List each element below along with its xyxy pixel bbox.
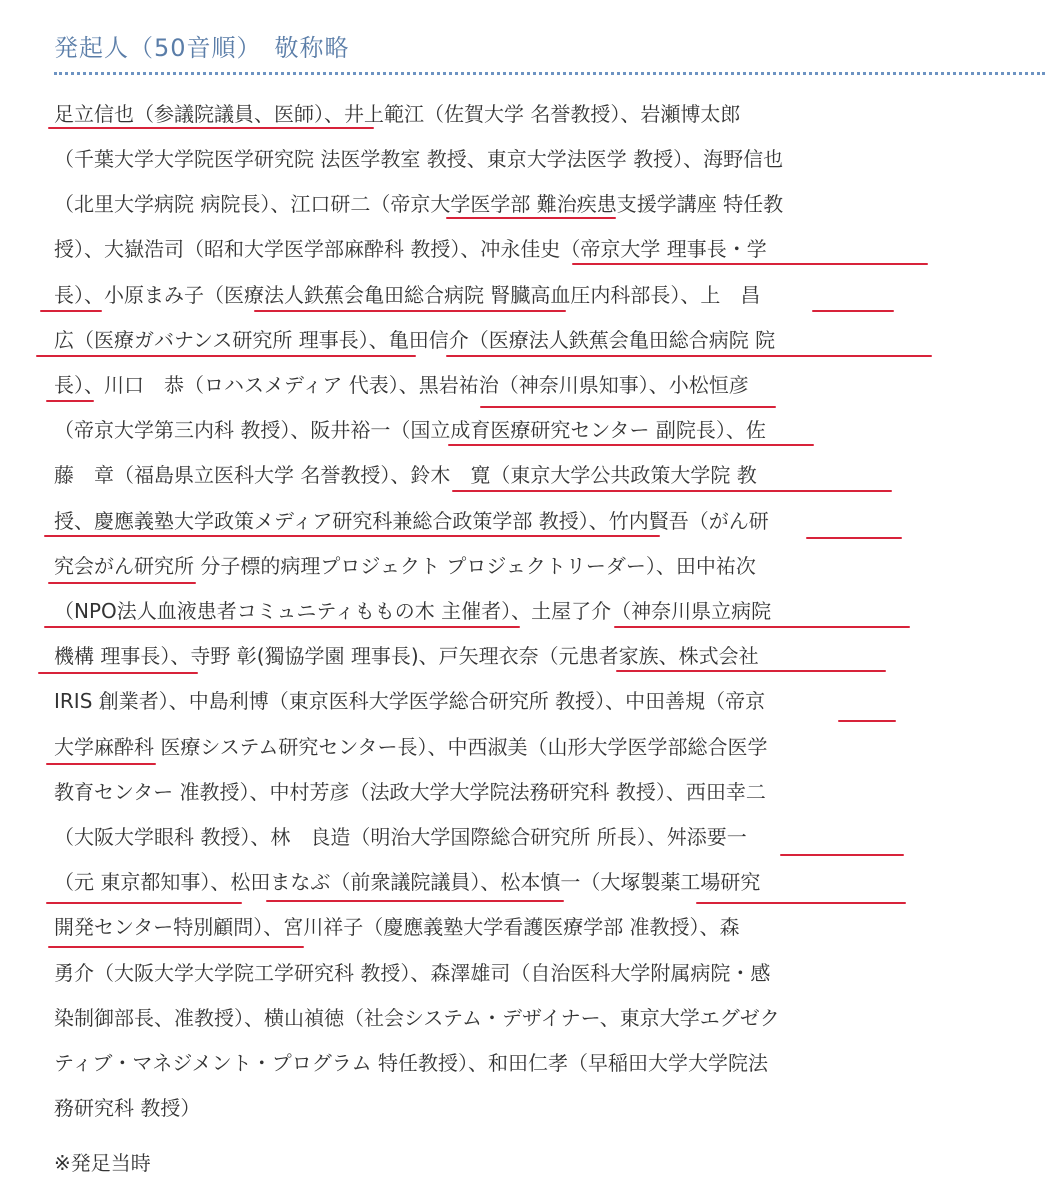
text-line: 広（医療ガバナンス研究所 理事長）、亀田信介（医療法人鉄蕉会亀田総合病院 院	[54, 328, 776, 352]
highlight-underline	[452, 490, 892, 492]
text-line: 授、慶應義塾大学政策メディア研究科兼総合政策学部 教授）、竹内賢吾（がん研	[54, 509, 769, 533]
highlight-underline	[806, 537, 902, 539]
highlight-underline	[780, 854, 904, 856]
highlight-underline	[40, 310, 102, 312]
highlight-underline	[38, 672, 198, 674]
text-line: （大阪大学眼科 教授）、林 良造（明治大学国際総合研究所 所長）、舛添要一	[54, 825, 747, 849]
text-line: 教育センター 准教授）、中村芳彦（法政大学大学院法務研究科 教授）、西田幸二	[54, 780, 766, 804]
highlight-underline	[446, 217, 616, 219]
section-heading: 発起人（50音順） 敬称略	[54, 34, 350, 62]
highlight-underline	[838, 720, 896, 722]
highlight-underline	[46, 902, 242, 904]
text-line: 藤 章（福島県立医科大学 名誉教授）、鈴木 寛（東京大学公共政策大学院 教	[54, 463, 757, 487]
highlight-underline	[448, 444, 814, 446]
highlight-underline	[696, 902, 906, 904]
text-line: 授）、大嶽浩司（昭和大学医学部麻酔科 教授）、冲永佳史（帝京大学 理事長・学	[54, 237, 767, 261]
text-line: 長）、小原まみ子（医療法人鉄蕉会亀田総合病院 腎臓高血圧内科部長）、上 昌	[54, 283, 761, 307]
highlight-underline	[616, 670, 886, 672]
highlight-underline	[614, 626, 910, 628]
highlight-underline	[46, 400, 94, 402]
text-line: （NPO法人血液患者コミュニティももの木 主催者）、土屋了介（神奈川県立病院	[54, 599, 772, 623]
text-line: （千葉大学大学院医学研究院 法医学教室 教授、東京大学法医学 教授）、海野信也	[54, 147, 784, 171]
text-line: （北里大学病院 病院長）、江口研二（帝京大学医学部 難治疾患支援学講座 特任教	[54, 192, 784, 216]
highlight-underline	[48, 582, 196, 584]
text-line: 勇介（大阪大学大学院工学研究科 教授）、森澤雄司（自治医科大学附属病院・感	[54, 961, 771, 985]
highlight-underline	[254, 310, 566, 312]
text-line: 長）、川口 恭（ロハスメディア 代表）、黒岩祐治（神奈川県知事）、小松恒彦	[54, 373, 749, 397]
highlight-underline	[480, 406, 776, 408]
text-line: 大学麻酔科 医療システム研究センター長）、中西淑美（山形大学医学部総合医学	[54, 735, 768, 759]
highlight-underline	[36, 355, 416, 357]
text-line: 務研究科 教授）	[54, 1096, 201, 1120]
highlight-underline	[572, 263, 928, 265]
text-line: IRIS 創業者）、中島利博（東京医科大学医学総合研究所 教授）、中田善規（帝京	[54, 689, 766, 713]
highlight-underline	[266, 900, 564, 902]
highlight-underline	[44, 626, 520, 628]
highlight-underline	[48, 127, 374, 129]
highlight-underline	[48, 946, 304, 948]
text-line: （帝京大学第三内科 教授）、阪井裕一（国立成育医療研究センター 副院長）、佐	[54, 418, 766, 442]
text-line: 足立信也（参議院議員、医師）、井上範江（佐賀大学 名誉教授）、岩瀬博太郎	[54, 102, 741, 126]
text-line: ティブ・マネジメント・プログラム 特任教授）、和田仁孝（早稲田大学大学院法	[54, 1051, 768, 1075]
text-line: 染制御部長、准教授）、横山禎徳（社会システム・デザイナー、東京大学エグゼク	[54, 1006, 780, 1030]
highlight-underline	[46, 763, 156, 765]
text-line: 究会がん研究所 分子標的病理プロジェクト プロジェクトリーダー）、田中祐次	[54, 554, 756, 578]
highlight-underline	[812, 310, 894, 312]
footnote: ※発足当時	[54, 1151, 151, 1175]
text-line: 機構 理事長）、寺野 彰(獨協学園 理事長)、戸矢理衣奈（元患者家族、株式会社	[54, 644, 759, 668]
text-line: 開発センター特別顧問）、宮川祥子（慶應義塾大学看護医療学部 准教授）、森	[54, 915, 740, 939]
highlight-underline	[446, 355, 932, 357]
text-line: （元 東京都知事）、松田まなぶ（前衆議院議員）、松本慎一（大塚製薬工場研究	[54, 870, 761, 894]
highlight-underline	[44, 535, 660, 537]
dotted-divider	[54, 72, 1045, 75]
